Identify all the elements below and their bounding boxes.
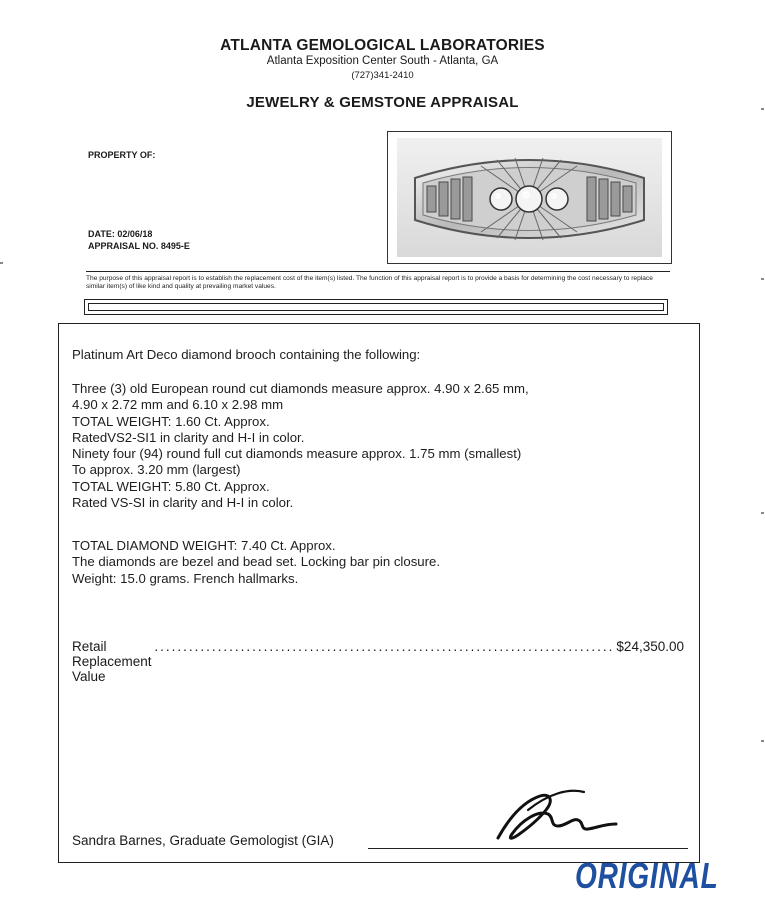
appraisal-number-value: 8495-E bbox=[160, 241, 190, 251]
original-stamp: ORIGINAL bbox=[575, 855, 719, 896]
photo-frame bbox=[387, 131, 672, 264]
brooch-icon bbox=[397, 138, 662, 257]
stone-details-block-1 bbox=[72, 381, 529, 511]
property-of-label: PROPERTY OF: bbox=[88, 150, 156, 160]
description-line: Ninety four (94) round full cut diamonds measure approx. 1.75 mm (smallest) bbox=[72, 446, 522, 462]
description-intro: Platinum Art Deco diamond brooch containing the following: bbox=[72, 347, 421, 362]
description-line: Weight: 15.0 grams. French hallmarks. bbox=[72, 570, 299, 586]
document-title: JEWELRY & GEMSTONE APPRAISAL bbox=[246, 94, 519, 111]
purpose-statement: The purpose of this appraisal report is to establish the replacement cost of the item(s) listed. The function of this appraisal report is to provide a basis for determining the cost necessary to replace similar item(s) of like kind and quality at prevailing market values. bbox=[86, 275, 653, 290]
scan-edge-mark bbox=[761, 512, 764, 514]
description-line: 4.90 x 2.72 mm and 6.10 x 2.98 mm bbox=[72, 397, 284, 413]
retail-value-leader-dots: ................................................................................ bbox=[154, 639, 615, 654]
purpose-rule bbox=[86, 271, 670, 272]
description-line: TOTAL DIAMOND WEIGHT: 7.40 Ct. Approx. bbox=[72, 538, 336, 553]
lab-name: ATLANTA GEMOLOGICAL LABORATORIES bbox=[220, 37, 545, 54]
appraisal-number-label: APPRAISAL NO. bbox=[88, 241, 159, 251]
stone-details-block-2 bbox=[72, 538, 440, 587]
date-label: DATE: bbox=[88, 229, 115, 239]
description-line: TOTAL WEIGHT: 5.80 Ct. Approx. bbox=[72, 478, 270, 494]
date-value: 02/06/18 bbox=[117, 229, 153, 239]
handwritten-signature-icon bbox=[488, 780, 628, 850]
retail-value-amount: $24,350.00 bbox=[616, 639, 684, 654]
scan-edge-mark bbox=[761, 108, 764, 110]
scan-edge-mark bbox=[761, 740, 764, 742]
description-line: Three (3) old European round cut diamonds measure approx. 4.90 x 2.65 mm, bbox=[72, 381, 529, 396]
lab-address: Atlanta Exposition Center South - Atlanta, GA bbox=[266, 55, 499, 67]
double-rule-box bbox=[84, 299, 668, 315]
retail-value-row bbox=[72, 639, 684, 684]
description-line: Rated VS-SI in clarity and H-I in color. bbox=[72, 495, 294, 511]
description-line: TOTAL WEIGHT: 1.60 Ct. Approx. bbox=[72, 413, 270, 429]
appraiser-name: Sandra Barnes, Graduate Gemologist (GIA) bbox=[72, 833, 334, 848]
description-line: The diamonds are bezel and bead set. Locking bar pin closure. bbox=[72, 554, 441, 570]
appraisal-number-row bbox=[88, 241, 190, 251]
date-row bbox=[88, 229, 152, 239]
scan-edge-mark bbox=[0, 262, 3, 264]
retail-value-label: Retail Replacement Value bbox=[72, 639, 152, 684]
description-line: RatedVS2-SI1 in clarity and H-I in color. bbox=[72, 429, 305, 445]
lab-phone: (727)341-2410 bbox=[351, 70, 414, 81]
scan-edge-mark bbox=[761, 278, 764, 280]
brooch-photo bbox=[397, 138, 662, 257]
description-line: To approx. 3.20 mm (largest) bbox=[72, 462, 241, 478]
